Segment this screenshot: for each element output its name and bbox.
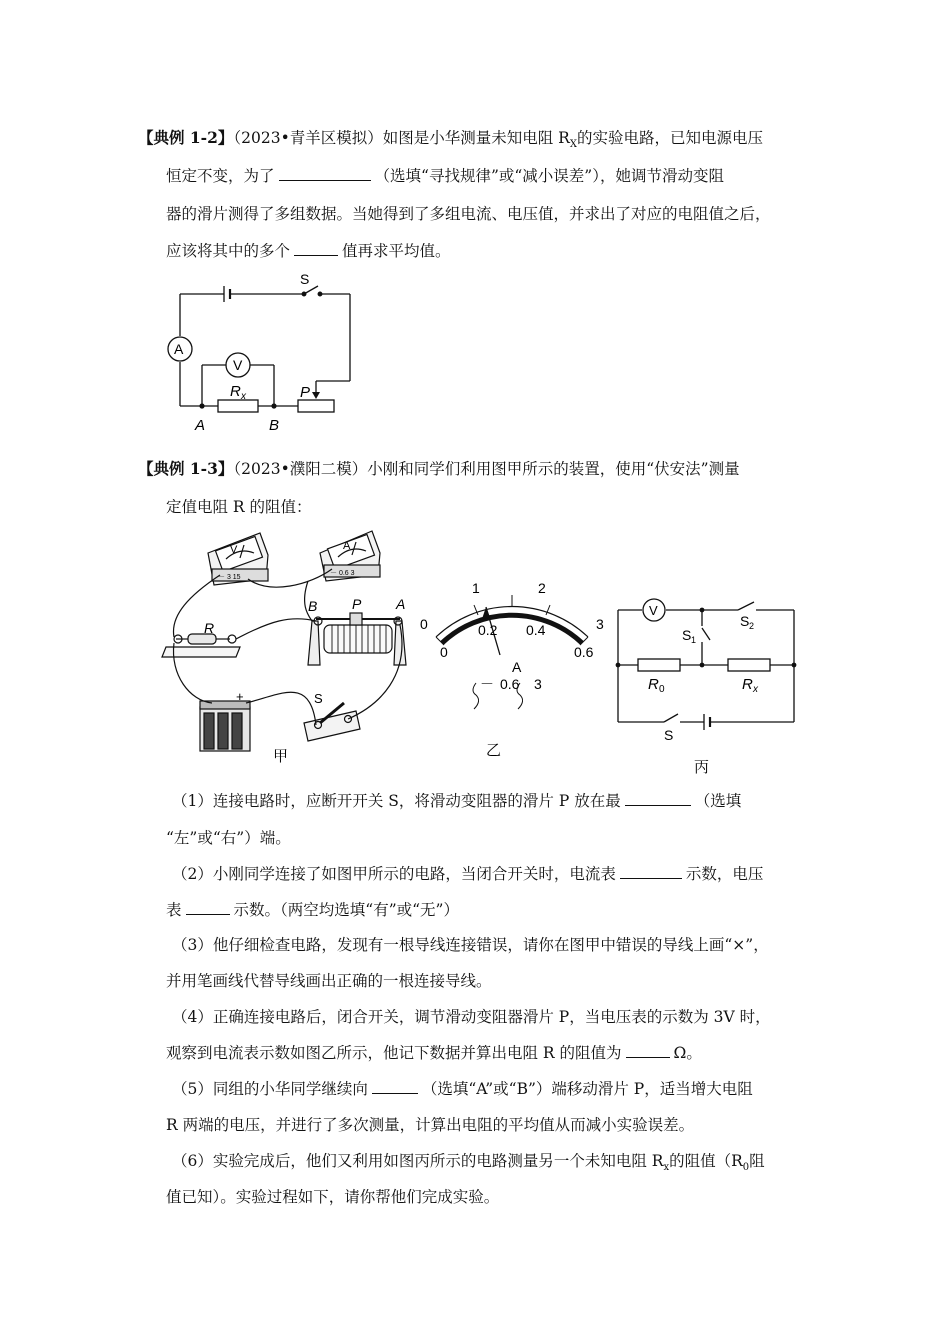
label-b: B bbox=[308, 598, 318, 614]
dial-top-label: 0 bbox=[420, 616, 428, 632]
ex12-circuit-diagram bbox=[160, 268, 370, 438]
ex12-text: 值再求平均值。 bbox=[342, 242, 451, 260]
dial-bottom-label: 0.4 bbox=[526, 622, 546, 638]
wire bbox=[236, 619, 316, 639]
label-node-a: A bbox=[195, 417, 206, 434]
q2-line2 bbox=[166, 900, 459, 920]
label-r: R bbox=[204, 620, 215, 636]
label-a-terminals: － 0.6 3 bbox=[330, 570, 355, 577]
label-v: V bbox=[649, 603, 658, 618]
dial-unit: A bbox=[512, 659, 522, 675]
q-text: 表 bbox=[166, 901, 182, 919]
dial-top-label: 3 bbox=[596, 616, 604, 632]
label-s2-sub: 2 bbox=[749, 621, 755, 631]
ex13-line2: 定值电阻 R 的阻值： bbox=[166, 498, 312, 516]
q2-line1 bbox=[172, 864, 763, 884]
q-text: （5）同组的小华同学继续向 bbox=[172, 1080, 368, 1098]
q5-line1 bbox=[172, 1079, 753, 1099]
label-a: A bbox=[396, 596, 406, 612]
label-node-b: B bbox=[269, 417, 280, 434]
label-p: P bbox=[300, 384, 311, 401]
dial-bottom-label: 0.2 bbox=[478, 622, 498, 638]
q3-line2: 并用笔画线代替导线画出正确的一根连接导线。 bbox=[166, 972, 492, 990]
answer-blank[interactable] bbox=[620, 864, 682, 879]
q-text: （选填 bbox=[694, 792, 742, 810]
resistor-rx bbox=[728, 659, 770, 671]
rheostat bbox=[298, 400, 334, 412]
q-text: （选填“A”或“B”）端移动滑片 P，适当增大电阻 bbox=[421, 1080, 753, 1098]
label-v-terminals: － 3 15 bbox=[218, 574, 241, 581]
ex13-source: （2023•濮阳二模） bbox=[233, 460, 368, 478]
q4-line2 bbox=[166, 1043, 702, 1063]
q-sub: x bbox=[663, 1162, 670, 1174]
ex12-line3: 器的滑片测得了多组数据。当她得到了多组电流、电压值，并求出了对应的电阻值之后， bbox=[166, 205, 771, 223]
resistor-rx bbox=[218, 400, 258, 412]
answer-blank[interactable] bbox=[625, 791, 691, 806]
ex13-tag: 【典例 1-3】 bbox=[138, 459, 234, 478]
ex12-sub: X bbox=[569, 139, 577, 151]
q-text: Ω。 bbox=[673, 1044, 702, 1062]
ex12-text: 应该将其中的多个 bbox=[166, 242, 291, 260]
caption-bing: 丙 bbox=[694, 759, 710, 776]
ex12-text: 的实验电路，已知电源电压 bbox=[576, 129, 763, 147]
switch-blade bbox=[304, 286, 318, 294]
resistor-r0 bbox=[638, 659, 680, 671]
dial-top-label: 2 bbox=[538, 580, 546, 596]
label-s1-sub: 1 bbox=[691, 635, 697, 645]
dial-arc-scale bbox=[442, 615, 582, 643]
ex12-line1 bbox=[138, 128, 763, 155]
q-text: 观察到电流表示数如图乙所示，他记下数据并算出电阻 R 的阻值为 bbox=[166, 1044, 622, 1062]
label-s: S bbox=[664, 727, 674, 743]
answer-blank[interactable] bbox=[279, 166, 371, 181]
label-rx: R bbox=[742, 676, 753, 693]
label-meter-v: V bbox=[230, 544, 238, 556]
q5-line2: R 两端的电压，并进行了多次测量，计算出电阻的平均值从而减小实验误差。 bbox=[166, 1116, 695, 1134]
dial-bottom-label: 0 bbox=[440, 644, 448, 660]
ex13-text: 小刚和同学们利用图甲所示的装置，使用“伏安法”测量 bbox=[367, 460, 740, 478]
switch-s-blade bbox=[664, 714, 678, 722]
ex12-line2 bbox=[166, 166, 724, 186]
q1-line2: “左”或“右”）端。 bbox=[166, 829, 291, 847]
label-s2: S bbox=[740, 613, 750, 629]
figure-jia-apparatus bbox=[160, 525, 422, 770]
label-s1: S bbox=[682, 627, 692, 643]
q4-line1: （4）正确连接电路后，闭合开关，调节滑动变阻器滑片 P，当电压表的示数为 3V 时， bbox=[172, 1008, 771, 1026]
answer-blank[interactable] bbox=[626, 1043, 670, 1058]
ex12-text: （选填“寻找规律”或“减小误差”），她调节滑动变阻 bbox=[374, 167, 724, 185]
figure-bing-circuit bbox=[608, 590, 808, 780]
q6-line1 bbox=[172, 1151, 765, 1178]
ex13-line1 bbox=[138, 459, 740, 479]
label-rx-sub: x bbox=[241, 391, 246, 402]
caption-yi: 乙 bbox=[486, 742, 502, 759]
switch-s2-blade bbox=[738, 602, 754, 610]
q-sub: 0 bbox=[742, 1162, 750, 1174]
ex12-source: （2023•青羊区模拟） bbox=[233, 129, 383, 147]
answer-blank[interactable] bbox=[186, 900, 230, 915]
dial-top-label: 1 bbox=[472, 580, 480, 596]
label-s: S bbox=[314, 691, 323, 706]
label-s: S bbox=[300, 271, 310, 287]
q6-line2: 值已知）。实验过程如下，请你帮他们完成实验。 bbox=[166, 1188, 500, 1206]
dial-bottom-label: 0.6 bbox=[574, 644, 594, 660]
dial-terminal: 3 bbox=[534, 676, 542, 692]
slider-p bbox=[350, 613, 362, 625]
q-text: 阻 bbox=[749, 1152, 765, 1170]
q-text: 的阻值（R bbox=[669, 1152, 743, 1170]
dial-terminal: 0.6 bbox=[500, 676, 520, 692]
caption-jia: 甲 bbox=[273, 748, 289, 765]
switch-s1-blade bbox=[702, 628, 710, 640]
label-ammeter: A bbox=[174, 341, 184, 357]
label-r0-sub: 0 bbox=[659, 684, 665, 695]
switch-device bbox=[304, 711, 360, 741]
q-text: （6）实验完成后，他们又利用如图丙所示的电路测量另一个未知电阻 R bbox=[172, 1152, 664, 1170]
dial-terminal: － bbox=[480, 676, 494, 692]
answer-blank[interactable] bbox=[294, 241, 338, 256]
q-text: 示数，电压 bbox=[685, 865, 764, 883]
q1-line1 bbox=[172, 791, 741, 811]
label-meter-a: A bbox=[343, 540, 351, 552]
node-a-dot bbox=[199, 403, 204, 408]
wire bbox=[246, 692, 316, 725]
rheostat-coil bbox=[324, 625, 392, 653]
label-p: P bbox=[352, 596, 362, 612]
ex12-text: 恒定不变，为了 bbox=[166, 167, 275, 185]
label-rx: R bbox=[230, 383, 241, 400]
label-r0: R bbox=[648, 676, 659, 693]
ex12-tag: 【典例 1-2】 bbox=[138, 128, 234, 147]
label-rx-sub: x bbox=[753, 684, 758, 695]
q-text: （1）连接电路时，应断开开关 S，将滑动变阻器的滑片 P 放在最 bbox=[172, 792, 621, 810]
slider-arrow bbox=[312, 392, 320, 399]
node-b-dot bbox=[271, 403, 276, 408]
label-plus: + bbox=[236, 689, 244, 704]
q-text: （2）小刚同学连接了如图甲所示的电路，当闭合开关时，电流表 bbox=[172, 865, 616, 883]
q3-line1: （3）他仔细检查电路，发现有一根导线连接错误，请你在图甲中错误的导线上画“×”， bbox=[172, 936, 769, 954]
ex12-text: 如图是小华测量未知电阻 R bbox=[382, 129, 570, 147]
q-text: 示数。（两空均选填“有”或“无”） bbox=[233, 901, 459, 919]
answer-blank[interactable] bbox=[372, 1079, 418, 1094]
label-voltmeter: V bbox=[233, 357, 243, 373]
ex12-line4 bbox=[166, 241, 451, 261]
figure-yi-dial bbox=[412, 575, 612, 765]
